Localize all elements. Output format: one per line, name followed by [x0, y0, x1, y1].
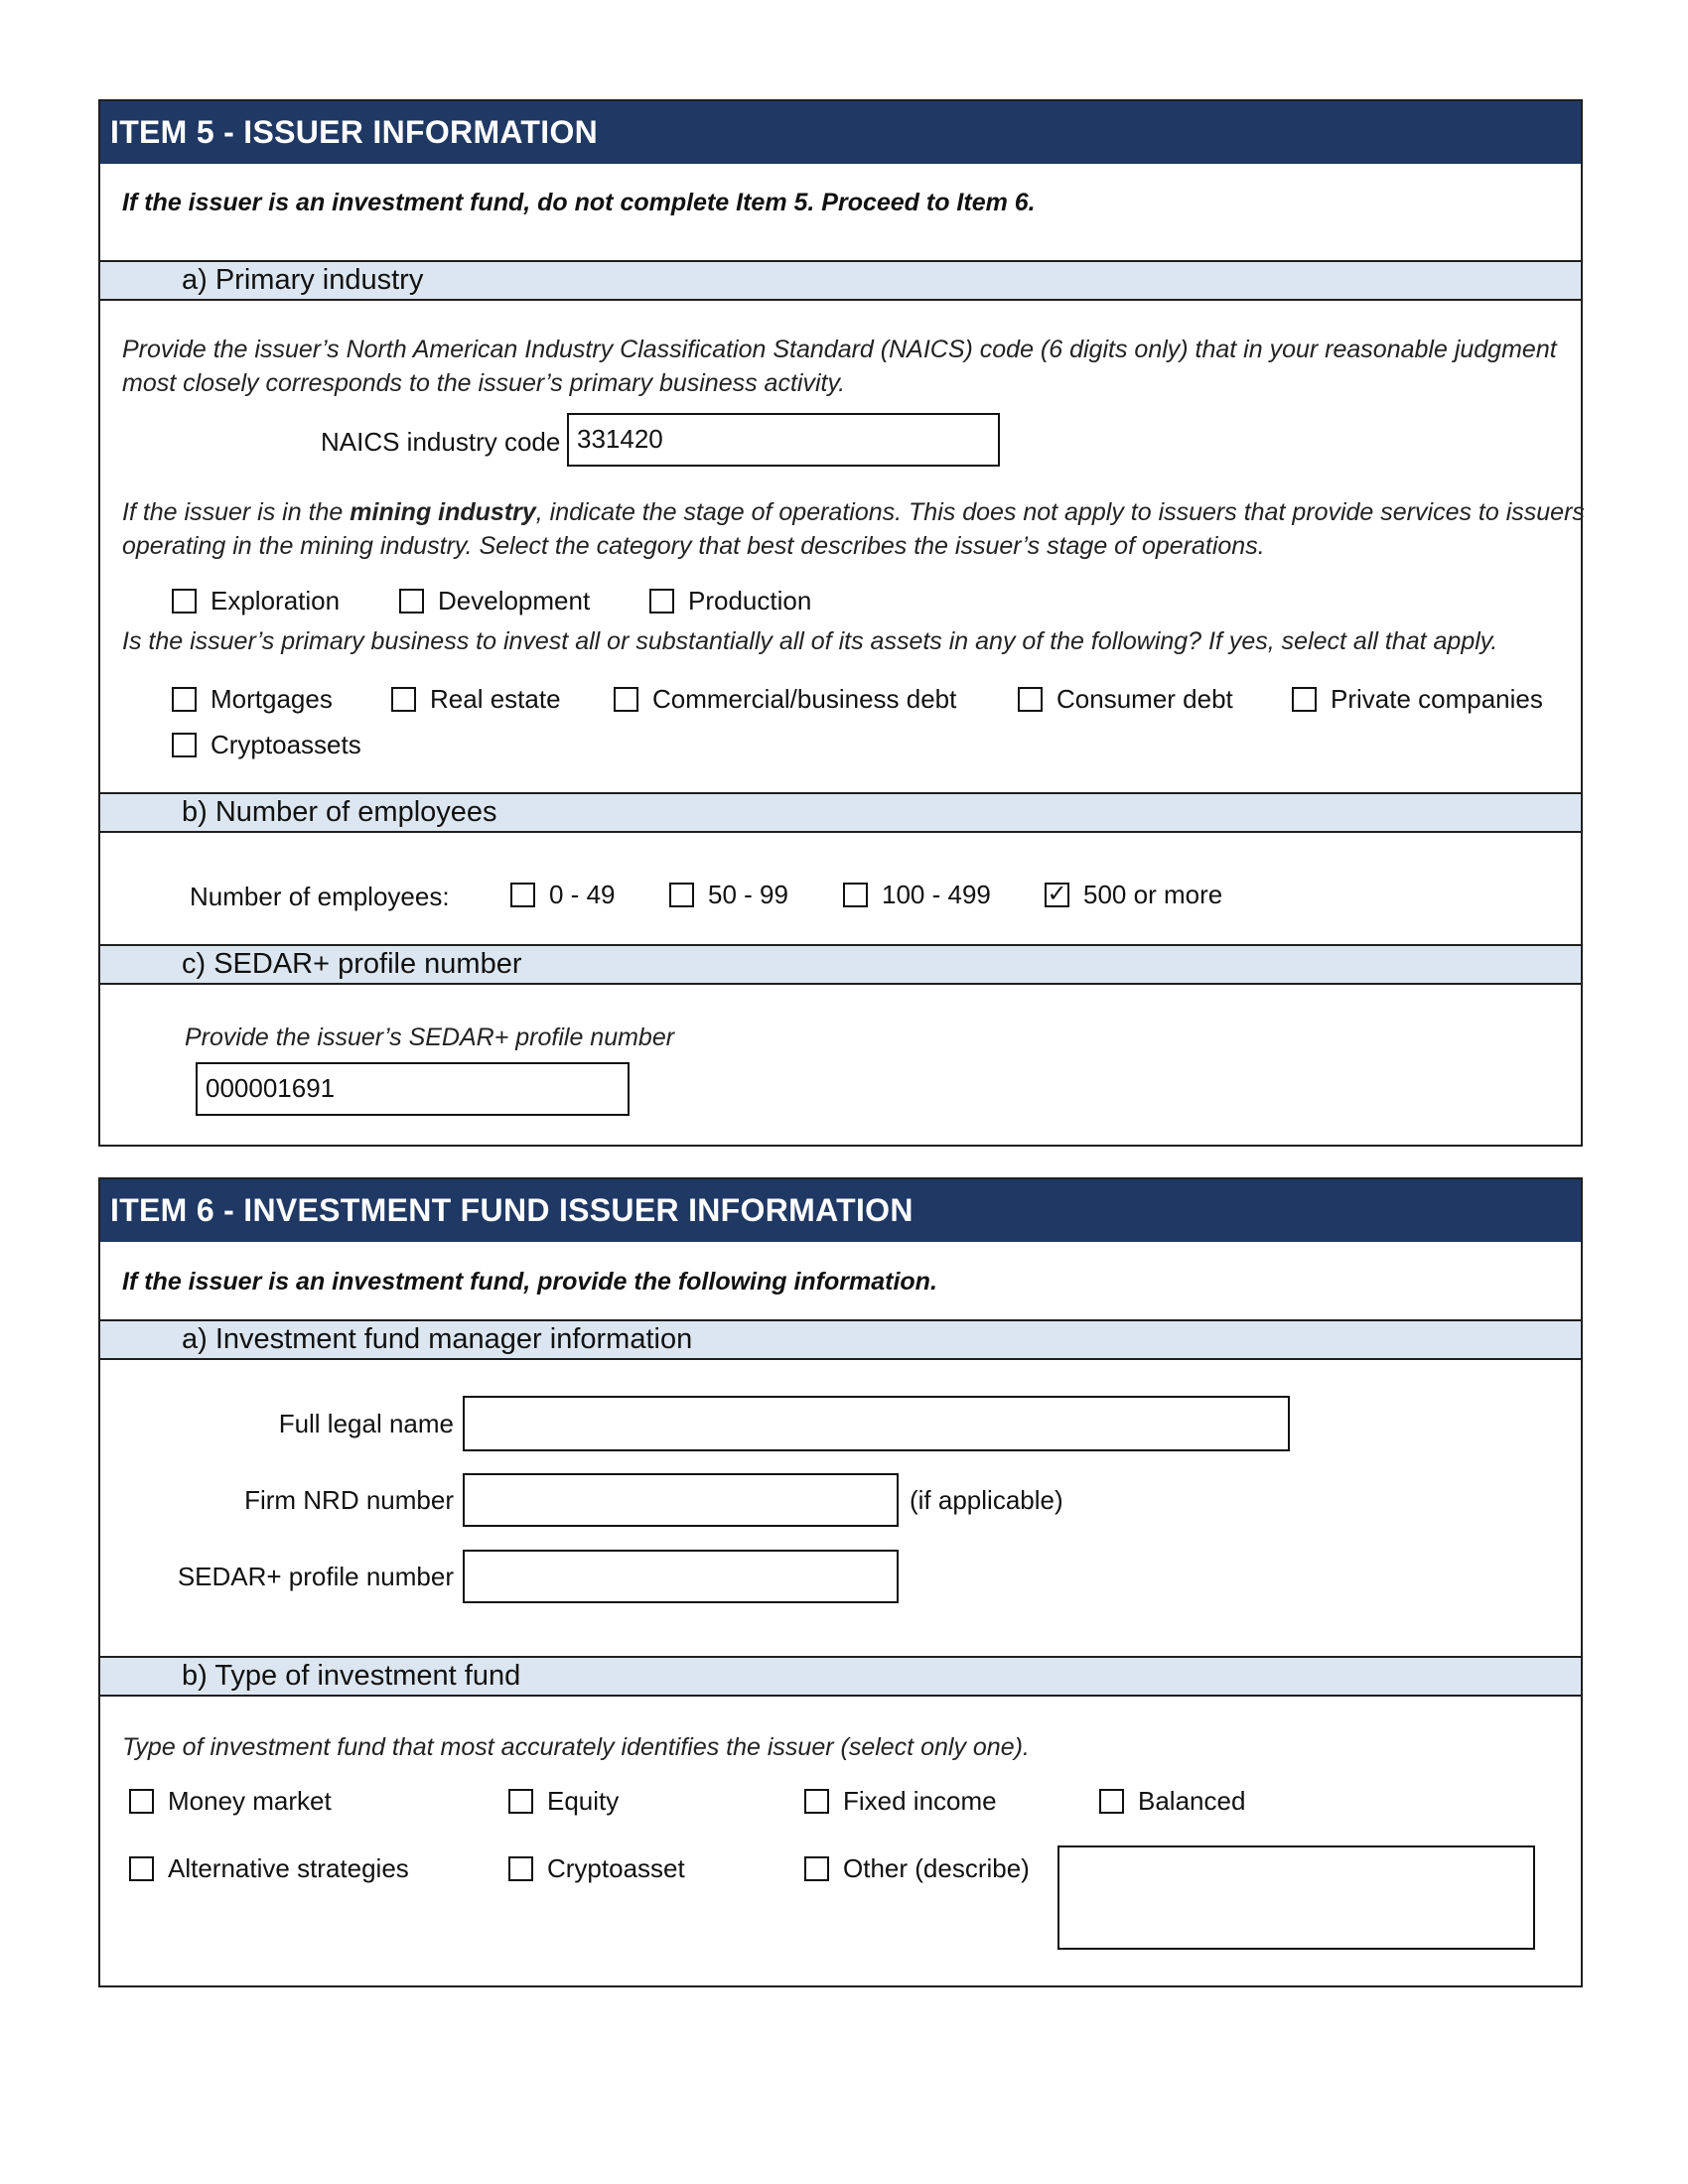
- nrd-label: Firm NRD number: [244, 1485, 454, 1515]
- mining-instruction-line2: operating in the mining industry. Select the category that best describes the issuer’s stage of operations.: [122, 532, 1265, 560]
- checkmark-icon: ✓: [1047, 881, 1067, 907]
- assets-question: Is the issuer’s primary business to invest all or substantially all of its assets in any of the following? If yes, select all that apply.: [122, 627, 1498, 655]
- fund-other-describe-field[interactable]: [1057, 1845, 1535, 1950]
- checkbox-icon[interactable]: [804, 1789, 829, 1814]
- sedar-profile-field[interactable]: 000001691: [196, 1062, 630, 1116]
- stage-production-option[interactable]: Production: [649, 586, 811, 615]
- stage-development-option[interactable]: Development: [399, 586, 590, 615]
- employees-100-499-option[interactable]: 100 - 499: [843, 880, 991, 909]
- checkbox-icon[interactable]: [804, 1856, 829, 1881]
- item5-note: If the issuer is an investment fund, do not complete Item 5. Proceed to Item 6.: [122, 189, 1036, 216]
- sedar-instruction: Provide the issuer’s SEDAR+ profile number: [185, 1024, 675, 1051]
- fund-type-instruction: Type of investment fund that most accurately identifies the issuer (select only one).: [122, 1733, 1030, 1761]
- naics-instruction-line2: most closely corresponds to the issuer’s primary business activity.: [122, 369, 846, 397]
- nrd-note: (if applicable): [910, 1485, 1063, 1515]
- checkbox-icon[interactable]: [1018, 687, 1043, 712]
- fund-equity-option[interactable]: Equity: [508, 1786, 619, 1816]
- employees-label: Number of employees:: [190, 882, 450, 911]
- item6-header: ITEM 6 - INVESTMENT FUND ISSUER INFORMATION: [100, 1179, 1581, 1242]
- employees-500-plus-option[interactable]: ✓ 500 or more: [1045, 880, 1222, 909]
- sedar-subheader: c) SEDAR+ profile number: [100, 944, 1581, 985]
- checkbox-icon[interactable]: [510, 883, 535, 907]
- primary-industry-subheader: a) Primary industry: [100, 260, 1581, 301]
- asset-real-estate-option[interactable]: Real estate: [391, 684, 561, 714]
- naics-instruction-line1: Provide the issuer’s North American Industry Classification Standard (NAICS) code (6 digits only) that in your reasonable judgment: [122, 336, 1557, 363]
- employees-0-49-option[interactable]: 0 - 49: [510, 880, 616, 909]
- checkbox-icon[interactable]: [129, 1789, 154, 1814]
- asset-cryptoassets-option[interactable]: Cryptoassets: [172, 730, 361, 759]
- checkbox-icon[interactable]: [508, 1856, 533, 1881]
- fund-money-market-option[interactable]: Money market: [129, 1786, 332, 1816]
- checkbox-icon[interactable]: [172, 687, 197, 712]
- nrd-field[interactable]: [463, 1473, 899, 1527]
- checkbox-icon[interactable]: [614, 687, 638, 712]
- checkbox-icon[interactable]: [1099, 1789, 1124, 1814]
- item6-section: [98, 1177, 1583, 1987]
- checkbox-icon[interactable]: [843, 883, 868, 907]
- checkbox-icon[interactable]: [391, 687, 416, 712]
- checkbox-icon[interactable]: [1292, 687, 1317, 712]
- fund-alternative-option[interactable]: Alternative strategies: [129, 1853, 409, 1883]
- checkbox-icon[interactable]: [129, 1856, 154, 1881]
- item5-section: [98, 99, 1583, 1147]
- manager-sedar-field[interactable]: [463, 1550, 899, 1603]
- asset-mortgages-option[interactable]: Mortgages: [172, 684, 333, 714]
- item6-note: If the issuer is an investment fund, provide the following information.: [122, 1268, 937, 1296]
- employees-50-99-option[interactable]: 50 - 99: [669, 880, 788, 909]
- naics-label: NAICS industry code: [321, 427, 561, 457]
- fund-type-subheader: b) Type of investment fund: [100, 1656, 1581, 1697]
- legal-name-field[interactable]: [463, 1396, 1290, 1451]
- fund-balanced-option[interactable]: Balanced: [1099, 1786, 1245, 1816]
- fund-cryptoasset-option[interactable]: Cryptoasset: [508, 1853, 685, 1883]
- fund-fixed-income-option[interactable]: Fixed income: [804, 1786, 997, 1816]
- checkbox-icon[interactable]: [649, 589, 674, 614]
- employees-subheader: b) Number of employees: [100, 792, 1581, 833]
- checkbox-icon[interactable]: [1045, 883, 1069, 907]
- checkbox-icon[interactable]: [172, 589, 197, 614]
- legal-name-label: Full legal name: [278, 1409, 454, 1438]
- fund-other-option[interactable]: Other (describe): [804, 1853, 1030, 1883]
- checkbox-icon[interactable]: [399, 589, 424, 614]
- checkbox-icon[interactable]: [508, 1789, 533, 1814]
- checkbox-icon[interactable]: [172, 733, 197, 757]
- naics-code-field[interactable]: 331420: [567, 413, 1000, 467]
- stage-exploration-option[interactable]: Exploration: [172, 586, 340, 615]
- asset-commercial-debt-option[interactable]: Commercial/business debt: [614, 684, 956, 714]
- asset-consumer-debt-option[interactable]: Consumer debt: [1018, 684, 1233, 714]
- checkbox-icon[interactable]: [669, 883, 694, 907]
- manager-sedar-label: SEDAR+ profile number: [177, 1562, 454, 1591]
- item5-header: ITEM 5 - ISSUER INFORMATION: [100, 101, 1581, 164]
- asset-private-companies-option[interactable]: Private companies: [1292, 684, 1543, 714]
- mining-instruction-line1: If the issuer is in the mining industry, indicate the stage of operations. This does not apply to issuers that provide services to issuers: [122, 498, 1585, 526]
- manager-subheader: a) Investment fund manager information: [100, 1319, 1581, 1360]
